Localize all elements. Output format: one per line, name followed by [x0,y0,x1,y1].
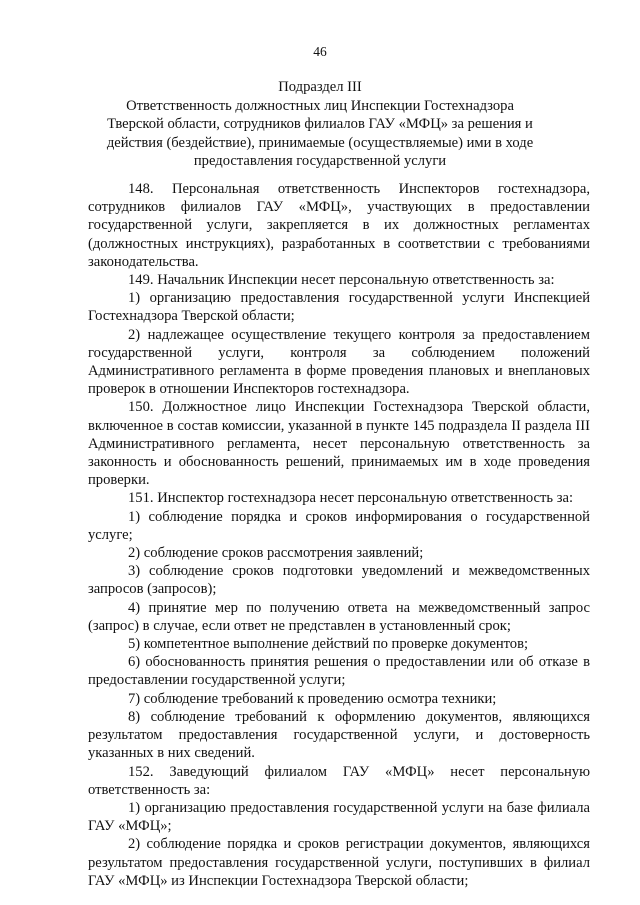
list-item: 6) обоснованность принятия решения о предоставлении или об отказе в предоставлении государственной услуги; [88,654,590,689]
subsection-title: Ответственность должностных лиц Инспекции Гостехнадзора Тверской области, сотрудников филиалов ГАУ «МФЦ» за решения и действия (бездействие), принимаемые (осуществляемые) ими в ходе предоставления государственной услуги [106,97,534,169]
list-item: 1) соблюдение порядка и сроков информирования о государственной услуге; [88,508,590,543]
paragraph-150: 150. Должностное лицо Инспекции Гостехнадзора Тверской области, включенное в состав комиссии, указанной в пункте 145 подраздела II раздела III Административного регламента, несет персональную ответственность за законность и обоснованность решений, принимаемых им в ходе проведения проверки. [88,399,590,489]
paragraph-149: 149. Начальник Инспекции несет персональную ответственность за: [128,272,555,289]
list-item: 4) принятие мер по получению ответа на межведомственный запрос (запрос) в случае, если ответ не представлен в установленный срок; [88,599,590,634]
section-heading [100,78,540,171]
subsection-label: Подраздел III [278,79,362,95]
list-item: 1) организацию предоставления государственной услуги на базе филиала ГАУ «МФЦ»; [88,799,590,835]
paragraph-151: 151. Инспектор гостехнадзора несет персональную ответственность за: [128,490,574,507]
page-number: 46 [313,44,327,59]
list-item: 2) соблюдение сроков рассмотрения заявлений; [128,545,424,562]
paragraph-148: 148. Персональная ответственность Инспекторов гостехнадзора, сотрудников филиалов ГАУ «МФЦ», участвующих в предоставлении государственной услуги, закрепляется в их должностных регламентах (должностных инструкциях), разработанных в соответствии с требованиями законодательства. [88,181,590,270]
list-item: 2) соблюдение порядка и сроков регистрации документов, являющихся результатом предоставления государственной услуги, поступивших в филиал ГАУ «МФЦ» из Инспекции Гостехнадзора Тверской области; [88,836,590,889]
list-item: 3) соблюдение сроков подготовки уведомлений и межведомственных запросов (запросов); [88,563,590,598]
list-item: 8) соблюдение требований к оформлению документов, являющихся результатом предоставления государственной услуги, и достоверность указанных в них сведений. [88,708,590,762]
list-item: 1) организацию предоставления государственной услуги Инспекцией Гостехнадзора Тверской области; [88,290,590,325]
document-body [88,180,590,890]
paragraph-152: 152. Заведующий филиалом ГАУ «МФЦ» несет персональную ответственность за: [88,763,590,798]
list-item: 2) надлежащее осуществление текущего контроля за предоставлением государственной услуги, контроля за соблюдением положений Административного регламента в форме проведения плановых и внеплановых проверок в отношении Инспекторов гостехнадзора. [88,326,590,398]
list-item: 5) компетентное выполнение действий по проверке документов; [128,636,529,653]
list-item: 7) соблюдение требований к проведению осмотра техники; [128,690,497,707]
